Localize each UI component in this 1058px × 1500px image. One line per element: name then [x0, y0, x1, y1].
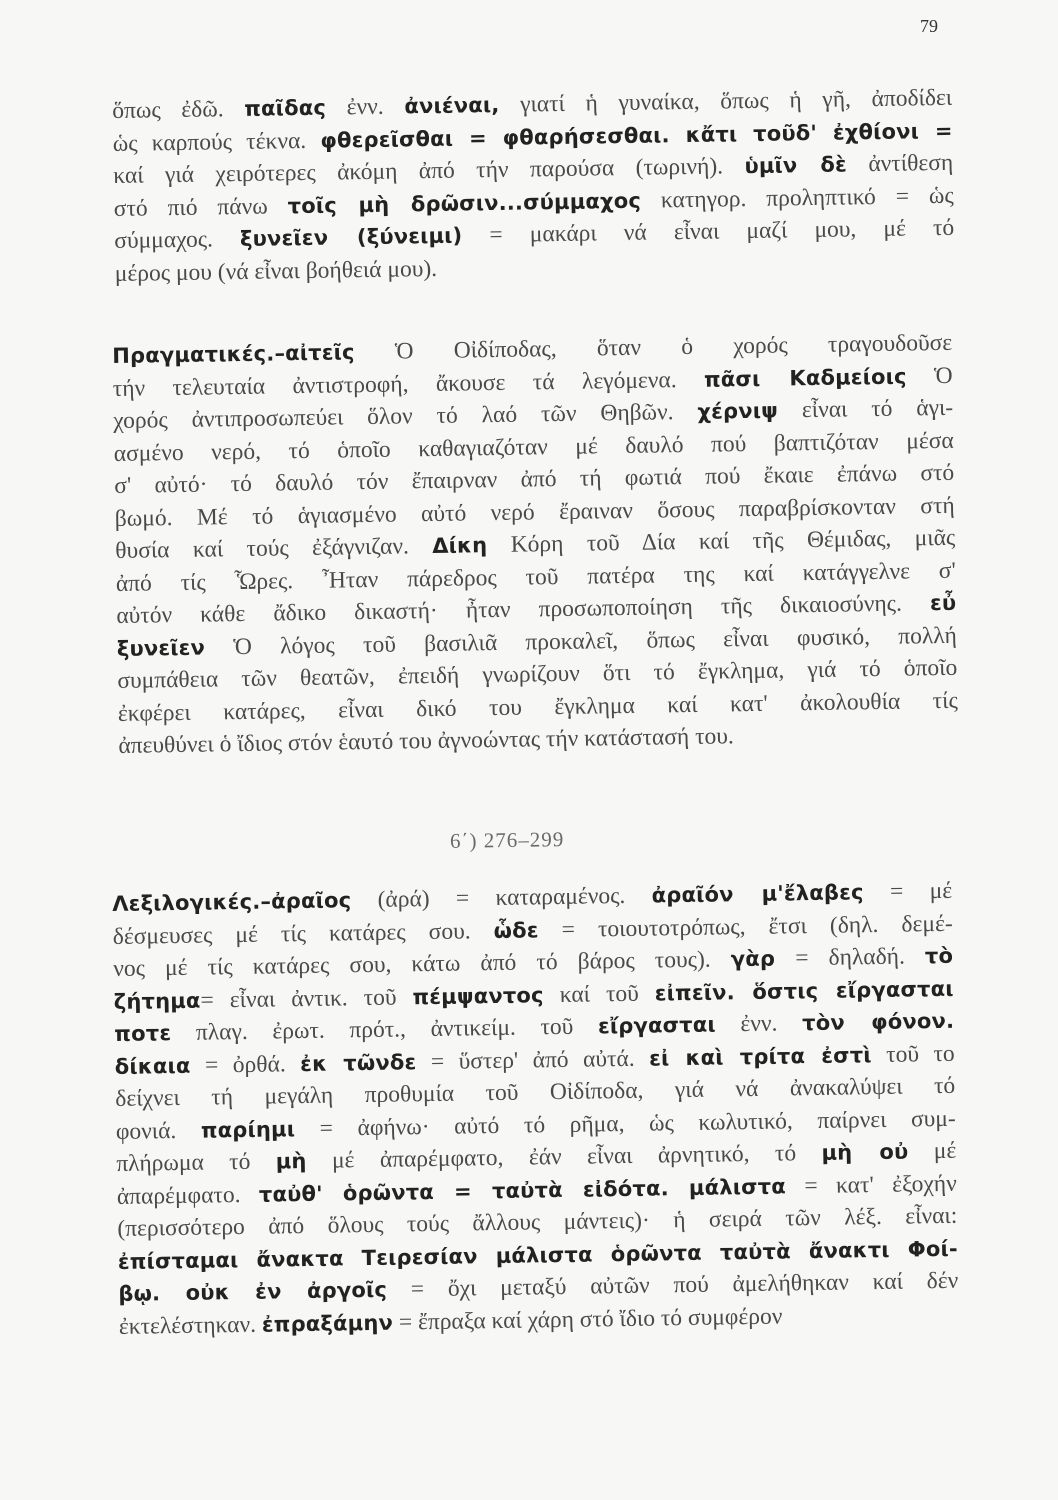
text-run: σ' αὐτό· τό δαυλό τόν ἔπαιρναν ἀπό τή φωτιά πού ἔκαιε ἐπάνω στό: [114, 459, 955, 499]
bold-term: Λεξιλογικές.–ἀραῖος: [112, 888, 352, 916]
text-run: ἀπό τίς Ὧρες. Ἦταν πάρεδρος τοῦ πατέρα της καί κατάγγελνε σ': [115, 557, 956, 597]
text-run: = ἔπραξα καί χάρη στό ἴδιο τό συμφέρον: [392, 1303, 783, 1336]
text-run: = δηλαδή.: [774, 943, 926, 972]
bold-term: πᾶσι Καδμείοις: [703, 364, 907, 392]
text-run: = μακάρι νά εἶναι μαζί μου, μέ τό: [462, 214, 955, 249]
text-run: καί γιά χειρότερες ἀκόμη ἀπό τήν παρούσα (τωρινή).: [113, 153, 745, 189]
bold-term: ξυνεῖεν (ξύνειμι): [239, 223, 463, 252]
text-run: (ἀρά) = καταραμένος.: [351, 882, 652, 914]
bold-term: παῖδας: [244, 95, 327, 121]
bold-term: ποτε: [114, 1021, 172, 1046]
text-run: ἐκτελέστηκαν.: [118, 1311, 263, 1340]
text-run: Ὁ Οἰδίποδας, ὅταν ὁ χορός τραγουδοῦσε: [354, 329, 953, 366]
text-run: = τοιουτοτρόπως, ἔτσι (δηλ. δεμέ-: [538, 910, 953, 943]
bold-term: Δίκη: [432, 533, 488, 558]
text-run: δείχνει τή μεγάλη προθυμία τοῦ Οἰδίποδα, γιά νά ἀνακαλύψει τό: [115, 1072, 956, 1112]
text-run: καί τοῦ: [543, 979, 655, 1008]
text-run: = μέ: [863, 877, 953, 906]
bold-term: ἐπραξάμην: [261, 1310, 394, 1337]
text-run: χορός ἀντιπροσωπεύει ὅλον τό λαό τῶν Θηβῶν.: [113, 398, 698, 434]
text-run: Ὁ: [906, 362, 953, 390]
text-run: = κατ' ἐξοχήν: [785, 1170, 957, 1199]
bold-term: εἰπεῖν. ὅστις εἴργασται: [654, 976, 954, 1005]
text-run: φονιά.: [115, 1117, 202, 1145]
text-run: αὐτόν κάθε ἄδικο δικαστή· ἦταν προσωποποίηση τῆς δικαιοσύνης.: [116, 590, 931, 629]
bold-term: τὸν φόνον.: [801, 1008, 955, 1036]
bold-term: εἰ καὶ τρίτα ἐστὶ: [648, 1042, 872, 1071]
text-run: Κόρη τοῦ Δία καί τῆς Θέμιδας, μιᾶς: [487, 524, 956, 559]
bold-term: χέρνιψ: [697, 398, 779, 424]
section-title: 6΄) 276–299: [449, 827, 565, 853]
text-run: = ἀφήνω· αὐτό τό ρῆμα, ὡς κωλυτικό, παίρνει συμ-: [294, 1105, 956, 1142]
bold-term: εὖ: [929, 590, 957, 616]
bold-term: ὧδε: [493, 917, 539, 943]
paragraph-factual-notes: [112, 327, 959, 763]
bold-term: δίκαια: [114, 1053, 191, 1079]
text-run: μέ ἀπαρέμφατο, ἐάν εἶναι ἀρνητικό, τό: [306, 1139, 822, 1174]
bold-term: γὰρ: [730, 946, 776, 972]
text-run: γιατί ἡ γυναίκα, ὅπως ἡ γῆ, ἀποδίδει: [499, 84, 953, 118]
text-run: ἀπαρέμφατο.: [116, 1181, 260, 1210]
bold-term: ἐπίσταμαι ἄνακτα Τειρεσίαν μάλιστα ὁρῶντα ταὐτὰ ἄνακτι Φοί-: [117, 1236, 958, 1274]
text-run: = ὄχι μεταξύ αὐτῶν πού ἀμελήθηκαν καί δέν: [386, 1267, 959, 1303]
bold-term: ξυνεῖεν: [116, 635, 206, 661]
text-run: πλήρωμα τό: [116, 1148, 276, 1177]
bold-term: ἀραῖόν μ'ἔλαβες: [651, 880, 864, 908]
bold-term: ἐκ τῶνδε: [299, 1049, 417, 1076]
text-run: = εἶναι ἀντικ. τοῦ: [200, 983, 413, 1014]
text-run: εἶναι τό ἁγι-: [777, 394, 954, 424]
text-run: ὅπως ἐδῶ.: [112, 95, 245, 124]
text-run: ἀντίθεση: [846, 149, 954, 178]
bold-term: ζήτημα: [113, 988, 201, 1014]
text-run: = ὕστερ' ἀπό αὐτά.: [416, 1045, 650, 1075]
bold-term: τὸ: [924, 943, 954, 969]
text-run: ἐνν.: [715, 1010, 803, 1038]
text-run: δέσμευσες μέ τίς κατάρες σου.: [112, 917, 494, 950]
text-run: Ὁ λόγος τοῦ βασιλιᾶ προκαλεῖ, ὅπως εἶναι φυσικό, πολλή: [204, 622, 957, 661]
text-run: ὡς καρπούς τέκνα.: [112, 127, 321, 157]
text-run: μέρος μου (νά εἶναι βοήθειά μου).: [114, 255, 438, 287]
bold-term: Πραγματικές.–αἰτεῖς: [112, 340, 355, 368]
bold-term: ὑμῖν δὲ: [744, 152, 848, 179]
text-run: πλαγ. ἐρωτ. πρότ., ἀντικείμ. τοῦ: [171, 1013, 599, 1047]
bold-term: μὴ οὐ: [821, 1139, 909, 1165]
bold-term: μὴ: [275, 1148, 307, 1174]
text-run: κατηγορ. προληπτικό = ὡς: [640, 182, 954, 214]
text-run: στό πιό πάνω: [113, 192, 288, 222]
text-run: τοῦ το: [871, 1040, 955, 1068]
paragraph-intro-notes: [112, 82, 955, 290]
bold-term: εἴργασται: [597, 1012, 716, 1039]
text-run: θυσία καί τούς ἐξάγνιζαν.: [115, 532, 433, 564]
text-run: ἀπευθύνει ὁ ἴδιος στόν ἑαυτό του ἀγνοώντας τήν κατάστασή του.: [118, 723, 735, 759]
text-run: ἐνν.: [325, 93, 405, 121]
bold-term: ταὐθ' ὁρῶντα = ταὐτὰ εἰδότα. μάλιστα: [258, 1173, 787, 1207]
paragraph-lexical-notes: [112, 875, 959, 1343]
bold-term: βῳ. οὐκ ἐν ἀργοῖς: [118, 1277, 388, 1306]
text-run: = ὀρθά.: [190, 1050, 301, 1079]
page-number: 79: [920, 16, 938, 36]
text-run: συμπάθεια τῶν θεατῶν, ἐπειδή γνωρίζουν ὅτι τό ἔγκλημα, γιά τό ὁποῖο: [117, 654, 958, 694]
bold-term: τοῖς μὴ δρῶσιν...σύμμαχος: [287, 188, 642, 218]
text-run: σύμμαχος.: [114, 226, 241, 254]
bold-term: παρίημι: [200, 1116, 296, 1143]
text-run: τήν τελευταία ἀντιστροφή, ἄκουσε τά λεγόμενα.: [112, 366, 705, 402]
text-run: νος μέ τίς κατάρες σου, κάτω ἀπό τό βάρος τους).: [113, 946, 731, 982]
text-run: μέ: [908, 1137, 957, 1165]
text-run: ἐκφέρει κατάρες, εἶναι δικό του ἔγκλημα καί κατ' ἀκολουθία τίς: [117, 687, 958, 727]
bold-term: φθερεῖσθαι = φθαρήσεσθαι. κἄτι τοῦδ' ἐχθίονι =: [320, 118, 953, 153]
text-run: (περισσότερο ἀπό ὅλους τούς ἄλλους μάντεις)· ἡ σειρά τῶν λέξ. εἶναι:: [117, 1202, 958, 1242]
text-run: ασμένο νερό, τό ὁποῖο καθαγιαζόταν μέ δαυλό πού βαπτιζόταν μέσα: [113, 427, 954, 467]
bold-term: πέμψαντος: [412, 982, 544, 1009]
bold-term: ἀνιέναι,: [404, 92, 500, 119]
text-run: βωμό. Μέ τό ἁγιασμένο αὐτό νερό ἔραιναν ὅσους παραβρίσκονταν στή: [114, 492, 955, 532]
